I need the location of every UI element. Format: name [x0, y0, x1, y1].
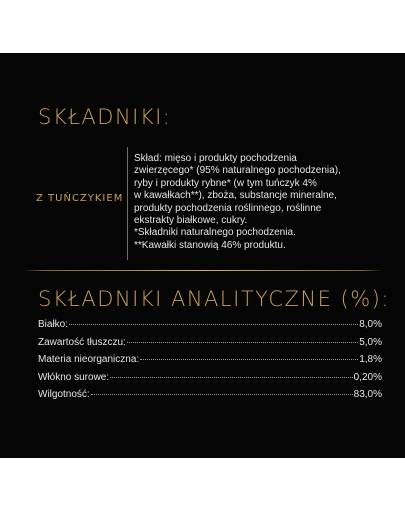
analytics-row-ash — [38, 354, 382, 372]
composition-line: ekstrakty białkowe, cukry. — [134, 215, 248, 227]
composition-line: Skład: mięso i produkty pochodzenia — [134, 153, 297, 164]
row-value: 1,8% — [359, 354, 382, 365]
analytics-heading: SKŁADNIKI ANALITYCZNE (%): — [38, 287, 390, 311]
analytics-row-fibre — [38, 372, 382, 390]
row-label: Białko: — [38, 319, 69, 330]
dot-leader — [140, 359, 358, 360]
composition-line: ryby i produkty rybne* (w tym tuńczyk 4% — [134, 177, 317, 189]
composition-text — [134, 153, 384, 252]
analytics-table — [38, 319, 382, 407]
gold-divider — [22, 270, 384, 271]
variant-label: Z TUŃCZYKIEM — [36, 193, 124, 204]
row-value: 5,0% — [359, 336, 382, 348]
row-label: Materia nieorganiczna: — [38, 354, 140, 365]
row-value: 8,0% — [359, 319, 382, 330]
row-label: Zawartość tłuszczu: — [38, 336, 126, 348]
analytics-row-protein — [38, 319, 382, 337]
row-label: Włókno surowe: — [38, 371, 110, 383]
dot-leader — [110, 377, 353, 378]
ingredients-panel — [0, 53, 405, 458]
dot-leader — [91, 394, 353, 395]
composition-line: produkty pochodzenia roślinnego, roślinne — [134, 202, 322, 214]
row-value: 83,0% — [353, 389, 382, 400]
ingredients-heading: SKŁADNIKI: — [38, 105, 172, 129]
analytics-row-moisture — [38, 389, 382, 407]
dot-leader — [69, 324, 358, 325]
dot-leader — [127, 342, 358, 343]
row-label: Wilgotność: — [38, 389, 90, 400]
composition-line: **Kawałki stanowią 46% produktu. — [134, 239, 286, 251]
vertical-separator — [127, 147, 128, 260]
composition-line: w kawałkach**), zboża, substancje mineralne, — [134, 190, 337, 202]
row-value: 0,20% — [353, 371, 382, 383]
analytics-row-fat — [38, 337, 382, 355]
composition-line: zwierzęcego* (95% naturalnego pochodzenia), — [134, 165, 341, 177]
composition-line: *Składniki naturalnego pochodzenia. — [134, 227, 296, 239]
